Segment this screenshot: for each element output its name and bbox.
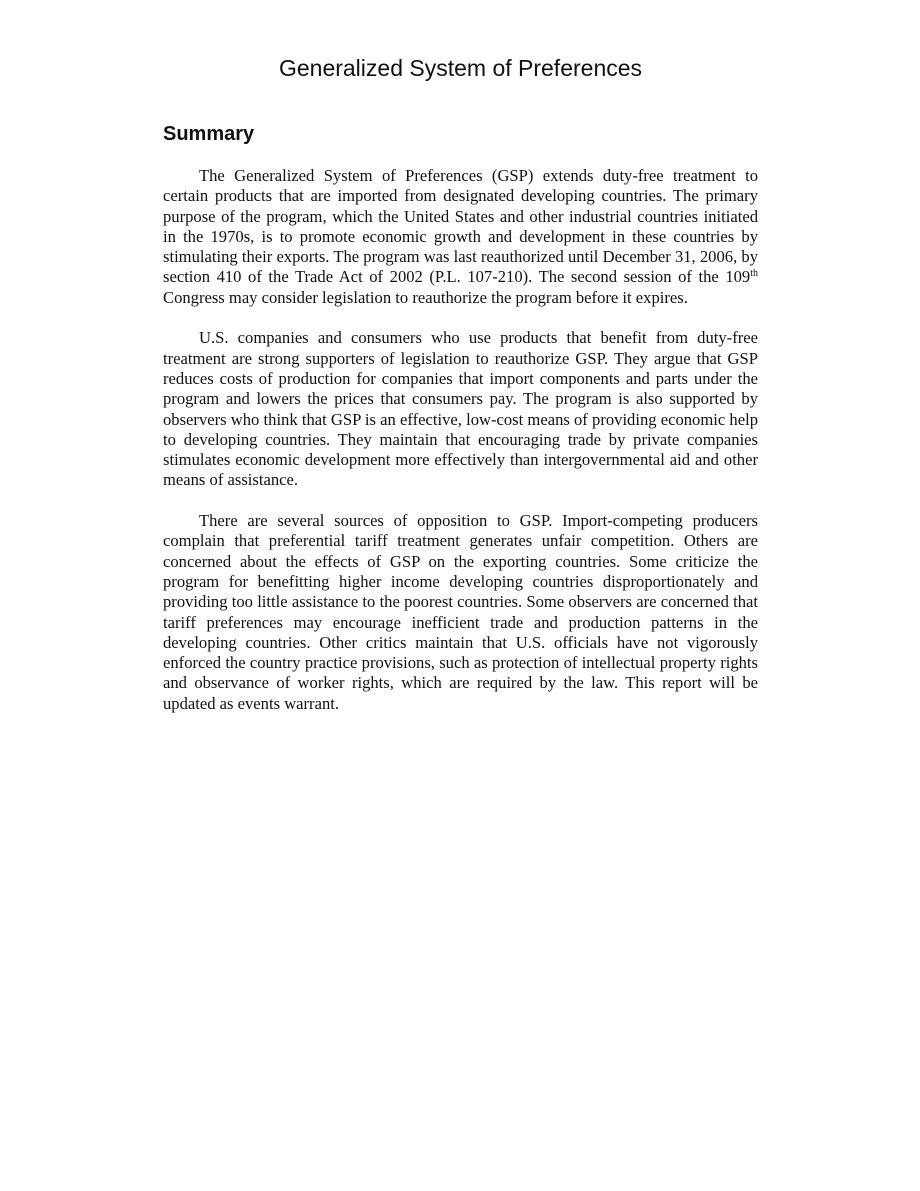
summary-paragraph-1 [163, 166, 758, 308]
paragraph-1-text-end: Congress may consider legislation to reauthorize the program before it expires. [163, 287, 688, 307]
summary-paragraph-2: U.S. companies and consumers who use products that benefit from duty-free treatment are strong supporters of legislation to reauthorize GSP. They argue that GSP reduces costs of production for companies that import components and parts under the program and lowers the prices that consumers pay. The program is also supported by observers who think that GSP is an effective, low-cost means of providing economic help to developing countries. They maintain that encouraging trade by private companies stimulates economic development more effectively than intergovernmental aid and other means of assistance. [163, 328, 758, 490]
paragraph-1-text-start: The Generalized System of Preferences (GSP) extends duty-free treatment to certain products that are imported from designated developing countries. The primary purpose of the program, which the United States and other industrial countries initiated in the 1970s, is to promote economic growth and development in these countries by stimulating their exports. The program was last reauthorized until December 31, 2006, by section 410 of the Trade Act of 2002 (P.L. 107-210). The second session of the 109 [163, 166, 758, 287]
summary-heading: Summary [163, 123, 255, 145]
document-title: Generalized System of Preferences [278, 55, 643, 81]
ordinal-superscript: th [750, 268, 758, 280]
summary-paragraph-3: There are several sources of opposition to GSP. Import-competing producers complain that preferential tariff treatment generates unfair competition. Others are concerned about the effects of GSP on the exporting countries. Some criticize the program for benefitting higher income developing countries disproportionately and providing too little assistance to the poorest countries. Some observers are concerned that tariff preferences may encourage inefficient trade and production patterns in the developing countries. Other critics maintain that U.S. officials have not vigorously enforced the country practice provisions, such as protection of intellectual property rights and observance of worker rights, which are required by the law. This report will be updated as events warrant. [163, 511, 758, 713]
summary-body [163, 166, 758, 734]
